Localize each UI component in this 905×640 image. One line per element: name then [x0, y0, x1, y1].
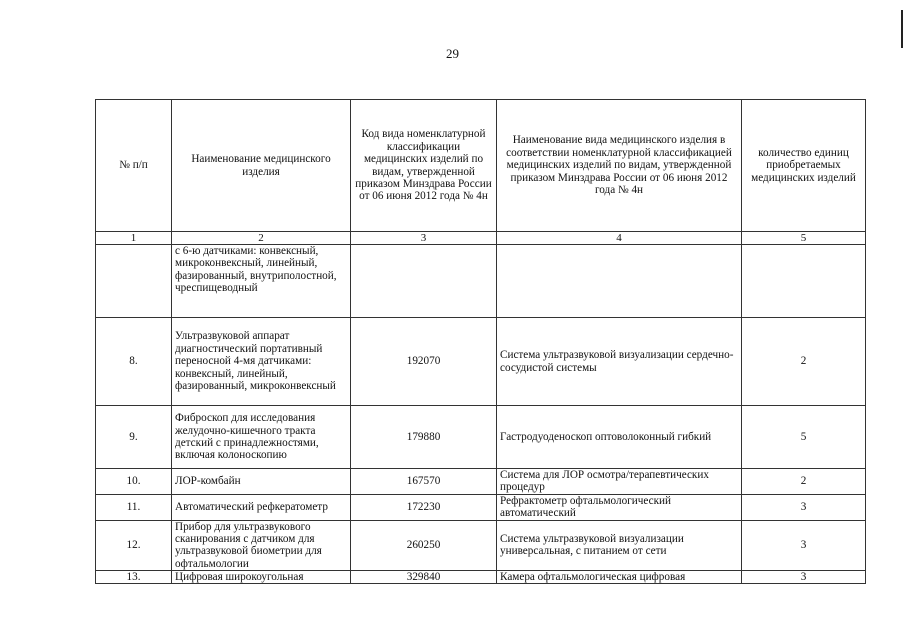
kind-name: Система ультразвуковой визуализации сердечно-сосудистой системы	[497, 318, 742, 406]
quantity: 3	[742, 520, 866, 571]
quantity: 3	[742, 494, 866, 520]
device-name: Цифровая широкоугольная	[172, 571, 351, 584]
kind-name: Рефрактометр офтальмологический автоматический	[497, 494, 742, 520]
quantity: 2	[742, 318, 866, 406]
kind-code: 167570	[351, 469, 497, 495]
quantity: 5	[742, 406, 866, 469]
kind-name: Система для ЛОР осмотра/терапевтических процедур	[497, 469, 742, 495]
quantity: 3	[742, 571, 866, 584]
device-name: с 6-ю датчиками: конвексный, микроконвексный, линейный, фазированный, внутриполостной, чреспищеводный	[172, 245, 351, 318]
column-number-row	[96, 232, 866, 245]
column-number: 3	[351, 232, 497, 245]
kind-name: Система ультразвуковой визуализации универсальная, с питанием от сети	[497, 520, 742, 571]
table-row	[96, 245, 866, 318]
header-kind-name: Наименование вида медицинского изделия в соответствии номенклатурной классификацией медицинских изделий по видам, утвержденной приказом Минздрава России от 06 июня 2012 года № 4н	[497, 100, 742, 232]
column-number: 4	[497, 232, 742, 245]
row-number: 12.	[96, 520, 172, 571]
row-number: 13.	[96, 571, 172, 584]
row-number	[96, 245, 172, 318]
kind-name: Гастродуоденоскоп оптоволоконный гибкий	[497, 406, 742, 469]
kind-code: 172230	[351, 494, 497, 520]
header-kind-code: Код вида номенклатурной классификации медицинских изделий по видам, утвержденной приказом Минздрава России от 06 июня 2012 года № 4н	[351, 100, 497, 232]
kind-code: 260250	[351, 520, 497, 571]
device-name: Фиброскоп для исследования желудочно-кишечного тракта детский с принадлежностями, включая колоноскопию	[172, 406, 351, 469]
header-number: № п/п	[96, 100, 172, 232]
page-edge-mark	[901, 10, 903, 48]
device-name: ЛОР-комбайн	[172, 469, 351, 495]
kind-code: 192070	[351, 318, 497, 406]
kind-name	[497, 245, 742, 318]
row-number: 11.	[96, 494, 172, 520]
device-name: Ультразвуковой аппарат диагностический портативный переносной 4-мя датчиками: конвексный, линейный, фазированный, микроконвексный	[172, 318, 351, 406]
table-row	[96, 571, 866, 584]
column-number: 1	[96, 232, 172, 245]
header-device-name: Наименование медицинского изделия	[172, 100, 351, 232]
column-number: 5	[742, 232, 866, 245]
table-row	[96, 469, 866, 495]
page-number: 29	[446, 46, 459, 61]
device-name: Прибор для ультразвукового сканирования с датчиком для ультразвуковой биометрии для офтальмологии	[172, 520, 351, 571]
table-row	[96, 494, 866, 520]
row-number: 9.	[96, 406, 172, 469]
header-quantity: количество единиц приобретаемых медицинских изделий	[742, 100, 866, 232]
row-number: 8.	[96, 318, 172, 406]
column-number: 2	[172, 232, 351, 245]
table-row	[96, 520, 866, 571]
quantity: 2	[742, 469, 866, 495]
row-number: 10.	[96, 469, 172, 495]
table-header-row	[96, 100, 866, 232]
kind-name: Камера офтальмологическая цифровая	[497, 571, 742, 584]
quantity	[742, 245, 866, 318]
kind-code: 329840	[351, 571, 497, 584]
table-row	[96, 406, 866, 469]
kind-code: 179880	[351, 406, 497, 469]
equipment-table	[95, 99, 866, 584]
table-row	[96, 318, 866, 406]
device-name: Автоматический рефкератометр	[172, 494, 351, 520]
kind-code	[351, 245, 497, 318]
